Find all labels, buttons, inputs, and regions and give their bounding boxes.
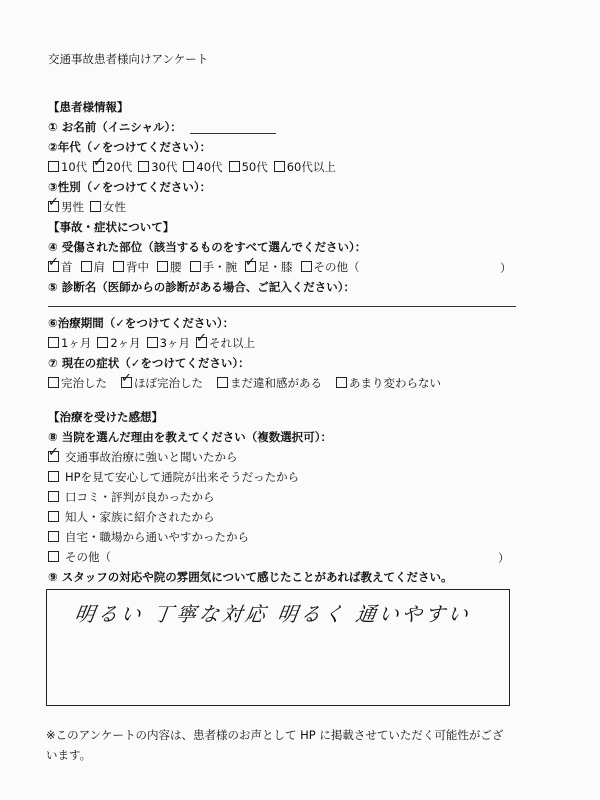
checkbox[interactable] (48, 471, 59, 482)
periods-option[interactable] (48, 336, 91, 350)
option-label: 10代 (61, 160, 88, 174)
reason-option[interactable] (48, 470, 299, 484)
checkbox[interactable] (48, 377, 59, 388)
footer-note-line1: ※このアンケートの内容は、患者様のお声として HP に掲載させていただく可能性がござ (46, 728, 504, 742)
checkbox[interactable] (157, 261, 168, 272)
checkbox[interactable] (336, 377, 347, 388)
parts-option[interactable] (113, 260, 149, 274)
q7-symptom-label: ⑦ 現在の症状（✓をつけてください）： (48, 356, 250, 370)
genders-option[interactable] (48, 200, 84, 214)
diagnosis-input-line[interactable] (48, 306, 516, 307)
q5-diagnosis-label: ⑤ 診断名（医師からの診断がある場合、ご記入ください）： (48, 280, 355, 294)
checkbox[interactable] (147, 337, 158, 348)
checkbox[interactable] (48, 511, 59, 522)
checkbox[interactable] (301, 261, 312, 272)
q9-staff-label: ⑨ スタッフの対応や院の雰囲気について感じたことがあれば教えてください。 (48, 570, 453, 584)
gender-options (48, 200, 132, 214)
handwritten-comment: 明るい 丁寧な対応 明るく 通いやすい (73, 602, 473, 626)
option-label: 40代 (196, 160, 223, 174)
option-label: 背中 (126, 260, 149, 274)
checkbox[interactable] (48, 491, 59, 502)
option-label: 50代 (241, 160, 268, 174)
checkbox[interactable] (48, 551, 59, 562)
reason-other-close: ） (498, 551, 510, 565)
comment-box[interactable] (46, 589, 510, 706)
option-label: まだ違和感がある (230, 376, 322, 390)
option-label: 30代 (151, 160, 178, 174)
option-label: 手・腕 (202, 260, 237, 274)
q3-gender-label: ③性別（✓をつけてください）： (48, 180, 212, 194)
option-label: 20代 (106, 160, 133, 174)
symptom-options (48, 376, 455, 390)
checkbox[interactable] (113, 261, 124, 272)
symptoms-option[interactable] (48, 376, 107, 390)
checkbox[interactable] (97, 337, 108, 348)
checkbox[interactable] (48, 201, 59, 212)
option-label: 60代以上 (286, 160, 336, 174)
option-label: 口コミ・評判が良かったから (65, 490, 215, 504)
option-label: 腰 (170, 260, 182, 274)
reason-option[interactable] (48, 510, 215, 524)
option-label: 2ヶ月 (110, 336, 141, 350)
option-label: 1ヶ月 (61, 336, 92, 350)
checkbox[interactable] (48, 337, 59, 348)
age-options (48, 160, 342, 174)
parts-option[interactable] (157, 260, 182, 274)
q2-age-label: ②年代（✓をつけてください）： (48, 140, 212, 154)
parts-option[interactable] (190, 260, 238, 274)
name-input-line[interactable] (190, 133, 276, 134)
option-label: 首 (61, 260, 73, 274)
option-label: 肩 (93, 260, 105, 274)
periods-option[interactable] (97, 336, 140, 350)
ages-option[interactable] (138, 160, 177, 174)
option-label: 交通事故治療に強いと聞いたから (65, 450, 238, 464)
periods-option[interactable] (147, 336, 190, 350)
option-label: ほぼ完治した (134, 376, 203, 390)
checkbox[interactable] (217, 377, 228, 388)
option-label: 女性 (103, 200, 126, 214)
periods-option[interactable] (196, 336, 255, 350)
symptoms-option[interactable] (336, 376, 441, 390)
option-label: その他（ (65, 550, 111, 564)
reason-option[interactable] (48, 490, 215, 504)
option-label: 足・膝 (258, 260, 293, 274)
ages-option[interactable] (274, 160, 336, 174)
option-label: 男性 (61, 200, 84, 214)
checkbox[interactable] (245, 261, 256, 272)
parts-option[interactable] (81, 260, 106, 274)
checkbox[interactable] (121, 377, 132, 388)
q6-period-label: ⑥治療期間（✓をつけてください）： (48, 316, 235, 330)
checkbox[interactable] (48, 531, 59, 542)
checkbox[interactable] (138, 161, 149, 172)
checkbox[interactable] (229, 161, 240, 172)
ages-option[interactable] (48, 160, 87, 174)
section-patient-info: 【患者様情報】 (48, 100, 129, 114)
reason-option[interactable] (48, 450, 238, 464)
q4-injury-label: ④ 受傷された部位（該当するものをすべて選んでください）： (48, 240, 367, 254)
reason-option[interactable] (48, 550, 111, 564)
reason-option[interactable] (48, 530, 249, 544)
section-accident: 【事故・症状について】 (48, 220, 175, 234)
checkbox[interactable] (274, 161, 285, 172)
checkbox[interactable] (183, 161, 194, 172)
checkbox[interactable] (90, 201, 101, 212)
parts-option[interactable] (245, 260, 293, 274)
symptoms-option[interactable] (121, 376, 203, 390)
section-impressions: 【治療を受けた感想】 (48, 410, 163, 424)
option-label: 自宅・職場から通いやすかったから (65, 530, 249, 544)
ages-option[interactable] (183, 160, 222, 174)
checkbox[interactable] (48, 451, 59, 462)
q8-reason-label: ⑧ 当院を選んだ理由を教えてください（複数選択可）： (48, 430, 332, 444)
injury-other-close: ） (500, 261, 512, 275)
parts-option[interactable] (301, 260, 360, 274)
option-label: あまり変わらない (349, 376, 441, 390)
injury-part-options (48, 260, 368, 274)
q1-name-label: ① お名前（イニシャル）： (48, 120, 182, 134)
footer-note-line2: います。 (46, 748, 92, 762)
survey-title: 交通事故患者様向けアンケート (48, 52, 209, 66)
checkbox[interactable] (48, 161, 59, 172)
checkbox[interactable] (81, 261, 92, 272)
period-options (48, 336, 261, 350)
option-label: HPを見て安心して通院が出来そうだったから (65, 470, 300, 484)
checkbox[interactable] (196, 337, 207, 348)
checkbox[interactable] (48, 261, 59, 272)
ages-option[interactable] (229, 160, 268, 174)
parts-option[interactable] (48, 260, 73, 274)
option-label: 3ヶ月 (159, 336, 190, 350)
checkbox[interactable] (93, 161, 104, 172)
symptoms-option[interactable] (217, 376, 322, 390)
ages-option[interactable] (93, 160, 132, 174)
checkbox[interactable] (190, 261, 201, 272)
option-label: 完治した (61, 376, 107, 390)
option-label: 知人・家族に紹介されたから (65, 510, 215, 524)
genders-option[interactable] (90, 200, 126, 214)
option-label: その他（ (313, 260, 360, 274)
option-label: それ以上 (208, 336, 255, 350)
